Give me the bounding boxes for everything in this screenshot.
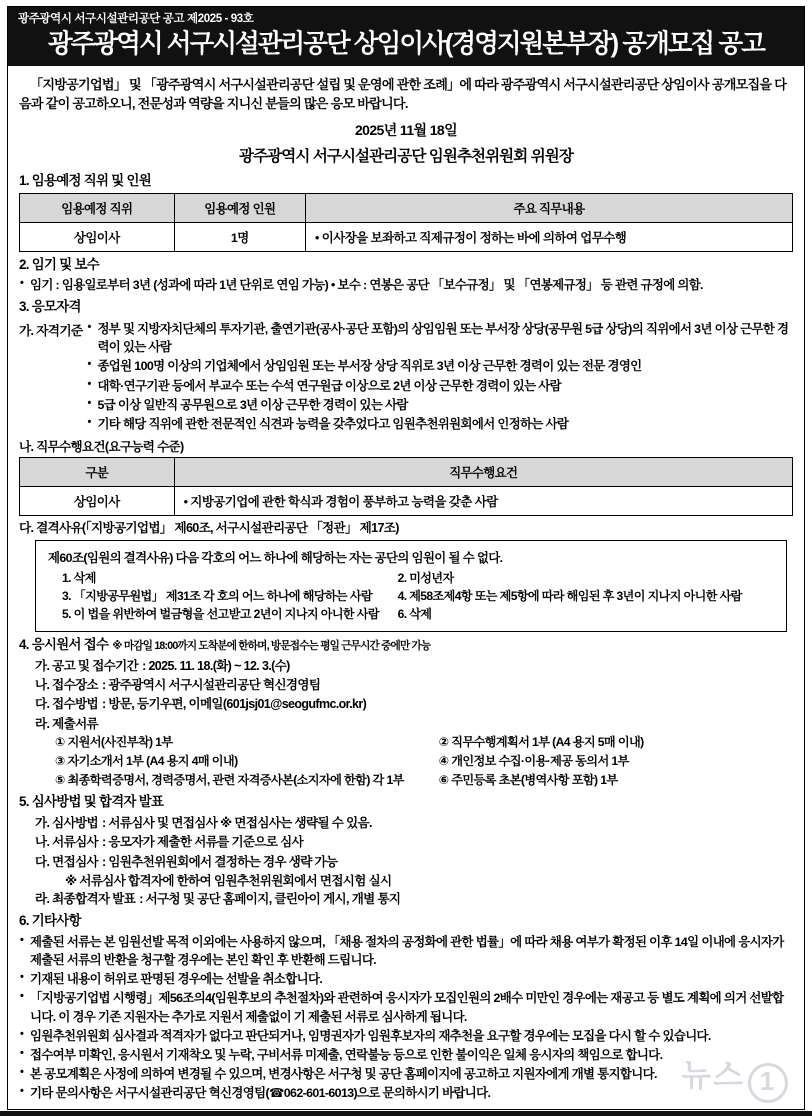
qualification-block	[19, 319, 793, 435]
list-item: • 기타 해당 직위에 관한 전문적인 식견과 능력을 갖추었다고 임원추천위원회에서 인정하는 사람	[86, 415, 793, 433]
clause-title-rest: 다음 각호의 어느 하나에 해당하는 자는 공단의 임원이 될 수 없다.	[172, 550, 503, 565]
clause-item: 2. 미성년자	[397, 570, 454, 585]
document-item: ② 직무수행계획서 1부 (A4 용지 5매 이내)	[438, 734, 644, 749]
list-item: • 대학·연구기관 등에서 부교수 또는 수석 연구원급 이상으로 2년 이상 근무한 경력이 있는 사람	[86, 377, 793, 395]
row-value: : 서구청 및 공단 홈페이지, 클린아이 게시, 개별 통지	[139, 892, 401, 907]
qualification-list	[86, 320, 793, 434]
signature-line: 광주광역시 서구시설관리공단 임원추천위원회 위원장	[239, 147, 573, 165]
list-item: • 임기 : 임용일로부터 3년 (성과에 따라 1년 단위로 연임 가능) • 보수 : 연봉은 공단 「보수규정」 및 「연봉제규정」 등 관련 규정에 의함.	[19, 276, 793, 294]
clause-title-bold: 제60조(임원의 결격사유)	[48, 550, 173, 565]
col-category: 구분	[20, 458, 175, 487]
cell-duties: • 이사장을 보좌하고 직제규정이 정하는 바에 의하여 업무수행	[306, 222, 793, 251]
document-frame	[7, 6, 805, 1110]
col-requirement: 직무수행요건	[174, 458, 792, 487]
section-2-heading: 2. 임기 및 보수	[19, 256, 100, 272]
row-label: 라. 제출서류	[35, 716, 98, 731]
row-value: : 서류심사 및 면접심사 ※ 면접심사는 생략될 수 있음.	[101, 816, 372, 831]
row-label: 다. 접수방법	[35, 697, 98, 712]
list-item: • 「지방공기업법 시행령」제56조의4(임원후보의 추천절차)와 관련하여 응시자가 모집인원의 2배수 미만인 경우에는 재공고 등 별도 계획에 의거 선발합니다. 이 경우 기존 지원자는 추가로 지원서 제출없이 기 제출된 서류로 심사하게 됩니다.	[19, 989, 793, 1025]
intro-paragraph: 「지방공기업법」 및 「광주광역시 서구시설관리공단 설립 및 운영에 관한 조례」에 따라 광주광역시 서구시설관리공단 상임이사 공개모집을 다음과 같이 공고하오니, 전문성과 역량을 지니신 분들의 많은 응모 바랍니다.	[19, 76, 787, 112]
disqualification-clause-box	[35, 540, 787, 633]
clause-items-grid	[48, 570, 776, 624]
footer-rule	[0, 1111, 812, 1116]
section-4-title: 4. 응시원서 접수	[19, 637, 109, 653]
section-5-heading: 5. 심사방법 및 합격자 발표	[19, 794, 164, 810]
section-6-list	[19, 933, 793, 1102]
review-method-row	[35, 814, 793, 832]
submission-documents-row	[35, 715, 793, 733]
row-label: 다. 면접심사	[35, 854, 98, 869]
table-header-row	[20, 458, 793, 487]
cell-position: 상임이사	[20, 222, 175, 251]
section-3-heading: 3. 응모자격	[19, 299, 81, 315]
row-label: 나. 접수장소	[35, 678, 98, 693]
application-place-row	[35, 676, 793, 694]
row-label: 라. 최종합격자 발표	[35, 892, 136, 907]
section-4-note: ※ 마감일 18:00까지 도착분에 한하며, 방문접수는 평일 근무시간 중에만 가능	[112, 640, 431, 653]
row-value: : 광주광역시 서구시설관리공단 혁신경영팀	[101, 678, 321, 693]
section-4-heading	[19, 637, 793, 654]
row-label: 나. 서류심사	[35, 835, 98, 850]
documents-grid	[19, 734, 793, 789]
section-1-heading: 1. 임용예정 직위 및 인원	[19, 172, 151, 188]
clause-item: 1. 삭제	[62, 570, 96, 585]
row-value: : 방문, 등기우편, 이메일(601jsj01@seogufmc.or.kr)	[101, 697, 367, 712]
interview-review-row	[35, 853, 793, 871]
document-body	[8, 66, 804, 1109]
table-row	[20, 487, 793, 516]
list-item: • 정부 및 지방자치단체의 투자기관, 출연기관(공사·공단 포함)의 상임임원 또는 부서장 상당(공무원 5급 상당)의 직위에서 3년 이상 근무한 경력이 있는 사람	[86, 320, 793, 356]
col-headcount: 임용예정 인원	[174, 193, 305, 222]
document-item: ③ 자기소개서 1부 (A4 용지 4매 이내)	[55, 753, 238, 768]
document-item: ① 지원서(사진부착) 1부	[55, 734, 173, 749]
qualification-label: 가. 자격기준	[19, 324, 83, 339]
row-label: 가. 심사방법	[35, 816, 98, 831]
clause-item: 4. 제58조제4항 또는 제5항에 따라 해임된 후 3년이 지나지 아니한 사람	[397, 588, 742, 603]
list-item: • 제출된 서류는 본 임원선발 목적 이외에는 사용하지 않으며, 「채용 절차의 공정화에 관한 법률」에 따라 채용 여부가 확정된 이후 14일 이내에 응시자가 제출된 서류의 반환을 청구할 경우에는 본인 확인 후 반환해 드립니다.	[19, 933, 793, 969]
table-row	[20, 222, 793, 251]
clause-item: 6. 삭제	[397, 606, 432, 621]
clause-title	[48, 548, 776, 566]
cell-category: 상임이사	[20, 487, 175, 516]
application-method-row	[35, 695, 793, 713]
watermark-text: 뉴스	[681, 1058, 745, 1094]
job-requirement-table	[19, 457, 793, 516]
announcement-date: 2025년 11월 18일	[354, 121, 458, 138]
section-2-list	[19, 276, 793, 294]
application-period-row	[35, 657, 793, 675]
col-position: 임용예정 직위	[20, 193, 175, 222]
document-review-row	[35, 833, 793, 851]
table-header-row	[20, 193, 793, 222]
document-item: ⑥ 주민등록 초본(병역사항 포함) 1부	[438, 772, 618, 787]
cell-requirement: • 지방공기업에 관한 학식과 경험이 풍부하고 능력을 갖춘 사람	[174, 487, 792, 516]
section-4-rows	[19, 657, 793, 733]
section-3b-heading: 나. 직무수행요건(요구능력 수준)	[19, 439, 184, 454]
clause-item: 5. 이 법을 위반하여 벌금형을 선고받고 2년이 지나지 아니한 사람	[62, 606, 379, 621]
document-title: 광주광역시 서구시설관리공단 상임이사(경영지원본부장) 공개모집 공고	[48, 29, 764, 58]
watermark-mark: 1	[748, 1063, 788, 1103]
position-table	[19, 193, 793, 252]
clause-item: 3. 「지방공무원법」 제31조 각 호의 어느 하나에 해당하는 사람	[62, 588, 373, 603]
document-number: 광주광역시 서구시설관리공단 공고 제2025 - 93호	[18, 13, 254, 25]
row-value: : 응모자가 제출한 서류를 기준으로 심사	[101, 835, 304, 850]
list-item: • 임원추천위원회 심사결과 적격자가 없다고 판단되거나, 임명권자가 임원후보자의 재추천을 요구할 경우에는 모집을 다시 할 수 있습니다.	[19, 1027, 793, 1045]
list-item: • 5급 이상 일반직 공무원으로 3년 이상 근무한 경력이 있는 사람	[86, 396, 793, 414]
document-item: ⑤ 최종학력증명서, 경력증명서, 관련 자격증사본(소지자에 한함) 각 1부	[55, 772, 404, 787]
section-5-rows	[19, 814, 793, 908]
col-duties: 주요 직무내용	[306, 193, 793, 222]
list-item: • 접수여부 미확인, 응시원서 기재착오 및 누락, 구비서류 미제출, 연락불능 등으로 인한 불이익은 일체 응시자의 책임으로 합니다.	[19, 1046, 793, 1064]
row-value: : 임원추천위원회에서 결정하는 경우 생략 가능	[101, 854, 338, 869]
interview-note: ※ 서류심사 합격자에 한하여 임원추천위원회에서 면접시험 실시	[65, 873, 392, 888]
list-item: • 기재된 내용이 허위로 판명된 경우에는 선발을 취소합니다.	[19, 970, 793, 988]
list-item: • 기타 문의사항은 서구시설관리공단 혁신경영팀(☎062-601-6013)으로 문의하시기 바랍니다.	[19, 1084, 793, 1102]
cell-headcount: 1명	[174, 222, 305, 251]
list-item: • 종업원 100명 이상의 기업체에서 상임임원 또는 부서장 상당 직위로 3년 이상 근무한 경력이 있는 전문 경영인	[86, 357, 793, 375]
row-label: 가. 공고 및 접수기간	[35, 658, 139, 673]
list-item: • 본 공모계획은 사정에 의하여 변경될 수 있으며, 변경사항은 서구청 및 공단 홈페이지에 공고하고 지원자에게 개별 통지합니다.	[19, 1065, 793, 1083]
section-3c-heading: 다. 결격사유(「지방공기업법」 제60조, 서구시설관리공단 「정관」 제17조)	[19, 521, 399, 536]
final-result-row	[35, 890, 793, 908]
document-item: ④ 개인정보 수집·이용·제공 동의서 1부	[438, 753, 629, 768]
section-6-heading: 6. 기타사항	[19, 913, 81, 929]
document-header	[8, 7, 804, 66]
row-value: : 2025. 11. 18.(화) ~ 12. 3.(수)	[142, 658, 290, 673]
